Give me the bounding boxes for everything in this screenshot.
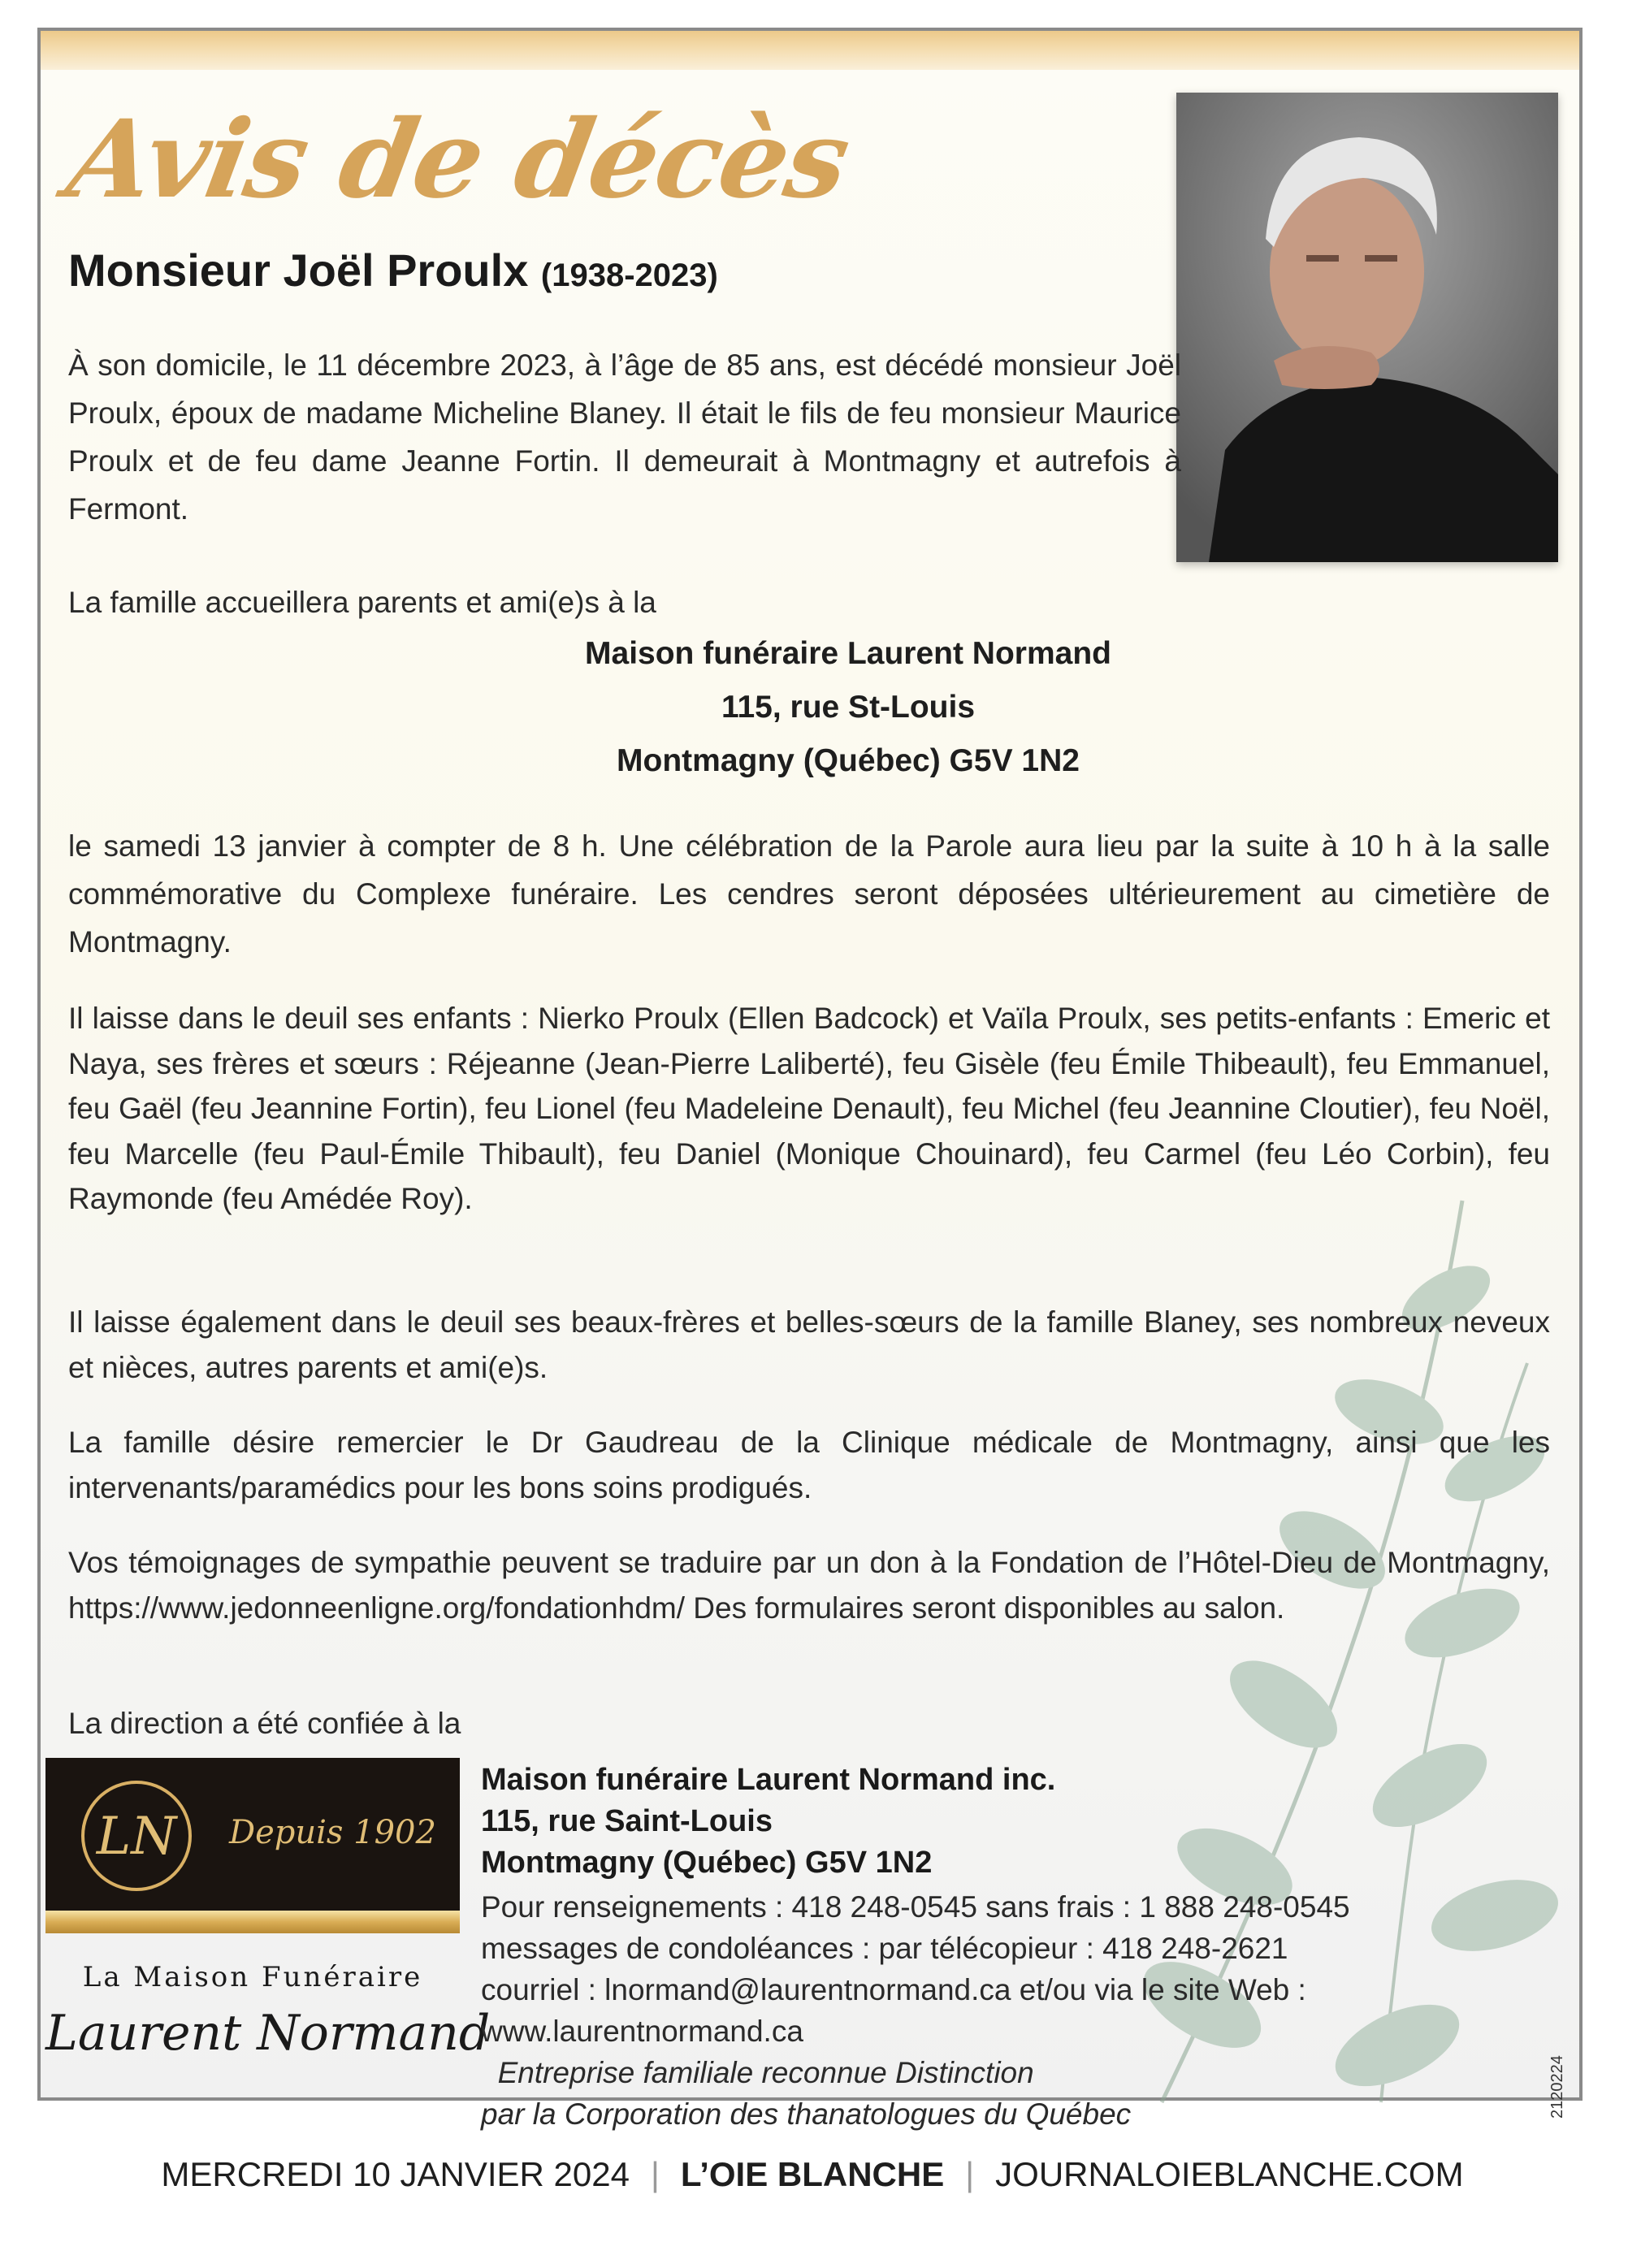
- monogram-emblem: [45, 1758, 208, 1911]
- footer-separator: |: [650, 2155, 660, 2193]
- visitation-address-line3: Montmagny (Québec) G5V 1N2: [617, 743, 1080, 778]
- paragraph-donations: Vos témoignages de sympathie peuvent se traduire par un don à la Fondation de l’Hôtel-Dieu de Montmagny, https://www.jedonneenligne.org/fondationhdm/ Des formulaires seront disponibles au salon.: [68, 1546, 1550, 1625]
- paragraph-visitation-intro: La famille accueillera parents et ami(e)s à la: [68, 586, 656, 619]
- tagline-part2: par la Corporation des thanatologues du Québec: [481, 2097, 1132, 2131]
- paragraph-in-laws: Il laisse également dans le deuil ses beaux-frères et belles-sœurs de la famille Blaney, ses nombreux neveux et nièces, autres parents et ami(e)s.: [68, 1305, 1550, 1384]
- notice-title: Avis de décès: [58, 97, 858, 223]
- footer-paper-name: L’OIE BLANCHE: [680, 2155, 945, 2193]
- website-link[interactable]: www.laurentnormand.ca: [481, 2015, 803, 2048]
- funeral-home-name: Maison funéraire Laurent Normand inc.: [481, 1763, 1056, 1797]
- deceased-years: (1938-2023): [540, 258, 718, 293]
- logo-monogram: LN: [96, 1807, 177, 1867]
- funeral-home-contacts: [481, 1886, 1537, 2135]
- visitation-address-line2: 115, rue St-Louis: [721, 690, 976, 725]
- contact-website-line: [481, 2010, 1537, 2093]
- logo-subtitle: La Maison Funéraire: [82, 1961, 423, 1993]
- paragraph-ceremony: le samedi 13 janvier à compter de 8 h. Une célébration de la Parole aura lieu par la suite à 10 h à la salle commémorative du Complexe funéraire. Les cendres seront déposées ultérieurement au cimetière de Montmagny.: [68, 829, 1550, 959]
- funeral-home-street: 115, rue Saint-Louis: [481, 1804, 773, 1838]
- tagline-line2: [481, 2093, 1537, 2135]
- visitation-address: [68, 627, 1628, 788]
- funeral-home-address: [481, 1759, 1055, 1884]
- footer-date: MERCREDI 10 JANVIER 2024: [161, 2155, 630, 2193]
- logo-since: Depuis 1902: [229, 1814, 436, 1851]
- top-gold-band: [41, 31, 1579, 70]
- newspaper-footer: [0, 2146, 1625, 2203]
- logo-gold-bar: [45, 1911, 460, 1933]
- deceased-name: Monsieur Joël Proulx: [68, 245, 529, 296]
- paragraph-family: Il laisse dans le deuil ses enfants : Nierko Proulx (Ellen Badcock) et Vaïla Proulx, ses petits-enfants : Emeric et Naya, ses frères et sœurs : Réjeanne (Jean-Pierre Laliberté), feu Gisèle (feu Émile Thibeault), feu Emmanuel, feu Gaël (feu Jeannine Fortin), feu Lionel (feu Madeleine Denault), feu Michel (feu Jeannine Cloutier), feu Noël, feu Marcelle (feu Paul-Émile Thibault), feu Daniel (Monique Chouinard), feu Carmel (feu Léo Corbin), feu Raymonde (feu Amédée Roy).: [68, 1002, 1550, 1215]
- portrait-photo: [1176, 93, 1558, 562]
- reference-code: 2120224: [1548, 2055, 1566, 2119]
- paragraph-thanks: La famille désire remercier le Dr Gaudreau de la Clinique médicale de Montmagny, ainsi que les intervenants/paramédics pour les bons soins prodigués.: [68, 1426, 1550, 1504]
- contact-fax: messages de condoléances : par télécopieur : 418 248-2621: [481, 1932, 1288, 1965]
- paragraph-death: À son domicile, le 11 décembre 2023, à l’âge de 85 ans, est décédé monsieur Joël Proulx, époux de madame Micheline Blaney. Il était le fils de feu monsieur Maurice Proulx et de feu dame Jeanne Fortin. Il demeurait à Montmagny et autrefois à Fermont.: [68, 348, 1181, 526]
- logo-brand: Laurent Normand: [45, 2005, 491, 2062]
- tagline-part1: Entreprise familiale reconnue Distinction: [497, 2056, 1034, 2089]
- contact-phone: Pour renseignements : 418 248-0545 sans frais : 1 888 248-0545: [481, 1890, 1350, 1924]
- visitation-address-line1: Maison funéraire Laurent Normand: [585, 636, 1111, 671]
- contact-email: courriel : lnormand@laurentnormand.ca et/ou via le site Web :: [481, 1973, 1306, 2006]
- footer-separator-2: |: [965, 2155, 975, 2193]
- funeral-home-city: Montmagny (Québec) G5V 1N2: [481, 1846, 933, 1880]
- obituary-notice: [37, 28, 1583, 2131]
- paragraph-direction: La direction a été confiée à la: [68, 1707, 461, 1740]
- footer-website[interactable]: JOURNALOIEBLANCHE.COM: [995, 2155, 1464, 2193]
- deceased-name-line: [68, 242, 718, 304]
- portrait-illustration: [1176, 93, 1558, 562]
